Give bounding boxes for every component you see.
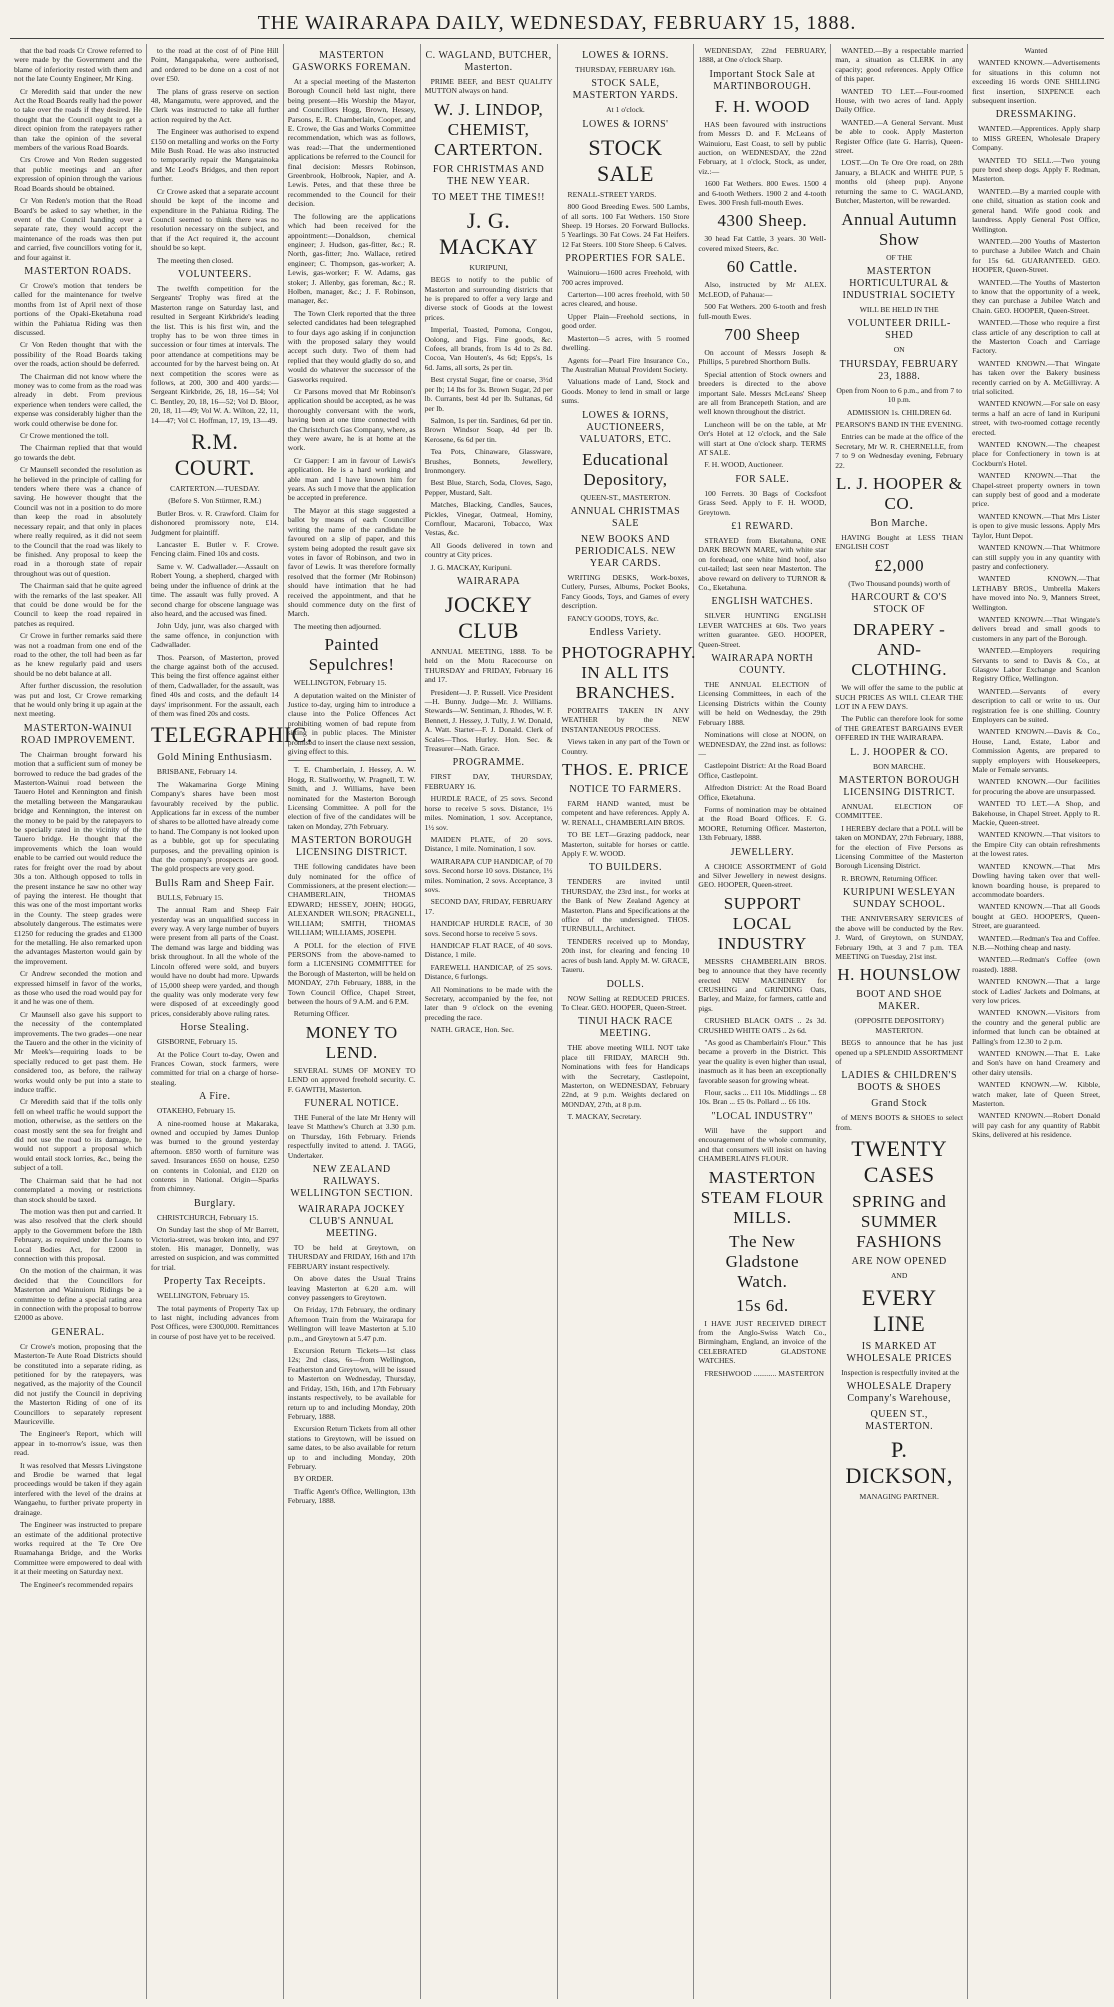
section-heading: FUNERAL NOTICE. — [304, 1097, 400, 1109]
section-heading: PROPERTIES FOR SALE. — [565, 253, 686, 265]
article-paragraph: WELLINGTON, February 15. — [293, 678, 387, 688]
article-paragraph: BULLS, February 15. — [156, 892, 224, 902]
section-heading: NOTICE TO FARMERS. — [569, 784, 682, 795]
article-paragraph: MESSRS CHAMBERLAIN BROS. beg to announce that they have recently erected NEW MACHINERY for CRUSHING and GRINDING Oats, Barley, and Maize, for farmers, cattle and pigs. — [698, 956, 827, 1013]
article-paragraph: WANTED KNOWN.—That E. Lake and Son's have on hand Creamery and other dairy utensils. — [972, 1049, 1100, 1077]
article-paragraph: Best crystal Sugar, fine or coarse, 3½d per lb; 14 lbs for 3s. Brown Sugar, 2d per lb. Currants, best 4d per lb. Sultanas, 6d per lb. — [424, 375, 553, 413]
article-paragraph: NOW Selling at REDUCED PRICES. To Clear. GEO. HOOPER, Queen-Street. — [561, 993, 690, 1012]
article-paragraph: "As good as Chamberlain's Flour." This became a proverb in the District. This year the quality is even higher than usual, inasmuch as it has been an exceptionally favorable season for growing wheat. — [698, 1038, 827, 1085]
section-heading: FOR SALE. — [735, 473, 790, 485]
section-heading: BOOT AND SHOE MAKER. — [856, 989, 943, 1013]
column-1 — [10, 44, 147, 1999]
article-paragraph: Masterton—5 acres, with 5 roomed dwelling. — [561, 333, 690, 353]
article-paragraph: MAIDEN PLATE, of 20 sovs. Distance, 1 mile. Nomination, 1 sov. — [424, 834, 553, 854]
section-heading: HARCOURT & CO'S STOCK OF — [851, 592, 948, 616]
article-paragraph: CRUSHED BLACK OATS .. 2s 3d. CRUSHED WHITE OATS .. 2s 6d. — [698, 1016, 827, 1035]
article-paragraph: Matches, Blacking, Candles, Sauces, Pickles, Vinegar, Oatmeal, Hominy, Cornflour, Macaroni, Tobacco, Wax Vestas, &c. — [424, 500, 553, 538]
article-paragraph: WEDNESDAY, 22nd FEBRUARY, 1888, at One o'clock Sharp. — [698, 46, 827, 65]
article-paragraph: TENDERS are invited until THURSDAY, the 23rd inst., for works at the Bank of New Zealand Agency at Masterton. Plans and Specifications at the office of the undersigned. THOS. TURNBULL, Architect. — [561, 877, 690, 934]
article-paragraph: The total payments of Property Tax up to last night, including advances from Post Offices, were £300,000. Remittances in course of post have yet to be received. — [150, 1303, 279, 1341]
article-paragraph: WRITING DESKS, Work-boxes, Cutlery, Purses, Albums, Pocket Books, Fancy Goods, Toys, and Games of every description. — [561, 572, 690, 611]
article-paragraph: WANTED KNOWN.—That LETHABY BROS., Umbrella Makers have moved into No. 9, Manners Street, Wellington. — [972, 574, 1100, 612]
section-heading: Painted Sepulchres! — [308, 635, 395, 675]
article-paragraph: CARTERTON.—TUESDAY. — [169, 484, 260, 494]
article-paragraph: Cr Meredith said that under the new Act the Road Boards really had the power to take over the roads if they desired. He thought that the Council ought to get a direct opinion from the ratepayers rather than take the opinion of the several members of the various Road Boards. — [14, 86, 142, 153]
section-heading: MASTERTON-WAINUI ROAD IMPROVEMENT. — [20, 722, 136, 746]
article-paragraph: The Engineer's Report, which will appear in to-morrow's issue, was then read. — [14, 1429, 142, 1458]
section-heading: GENERAL. — [51, 1326, 105, 1338]
section-heading: MASTERTON BOROUGH LICENSING DISTRICT. — [838, 775, 960, 799]
article-paragraph: Tea Pots, Chinaware, Glassware, Brushes, Bonnets, Jewellery, Ironmongery. — [424, 447, 553, 475]
article-paragraph: 1600 Fat Wethers. 800 Ewes. 1500 4 and 6-tooth Wethers. 1900 2 and 4-tooth Ewes. 300 Fresh full-mouth Ewes. — [698, 179, 827, 208]
section-heading: J. G. MACKAY — [439, 207, 538, 259]
masthead-rule — [10, 38, 1104, 39]
section-heading: PHOTOGRAPHY. IN ALL ITS BRANCHES. — [561, 642, 696, 702]
article-paragraph: Valuations made of Land, Stock and Goods. Money to lend in small or large sums. — [561, 377, 690, 406]
section-heading: SUPPORT LOCAL INDUSTRY — [717, 893, 807, 953]
article-paragraph: The meeting then closed. — [156, 255, 234, 265]
section-heading: FOR CHRISTMAS AND THE NEW YEAR. — [432, 163, 545, 187]
article-paragraph: WANTED.—Redman's Coffee (own roasted). 1888. — [972, 955, 1100, 974]
section-heading: IS MARKED AT WHOLESALE PRICES — [846, 1340, 952, 1364]
article-paragraph: MANAGING PARTNER. — [859, 1491, 939, 1501]
article-paragraph: WANTED.—By a respectable married man, a situation as CLERK in any capacity; good references. Apply Office of this paper. — [835, 46, 964, 84]
article-paragraph: Cr Andrew seconded the motion and expressed himself in favor of the works, as those who used the road would pay for it and he was one of them. — [14, 969, 142, 1007]
article-paragraph: The Chairman said that he had not contemplated a moving or restrictions than stock should be taxed. — [14, 1175, 142, 1204]
article-paragraph: Excursion Return Tickets from all other stations to Greytown, will be issued on same dates, to be also available for return up to and including Monday, 20th February. — [287, 1424, 416, 1471]
article-paragraph: HAS been favoured with instructions from Messrs D. and F. McLeans of Wainuioru, East Coast, to sell by public auction, on WEDNESDAY, the 22nd February, at 1 o'clock, Stock, as under, viz.:— — [698, 119, 827, 176]
article-paragraph: After further discussion, the resolution was put and lost, Cr Crowe remarking that he would only bring it up again at the next meeting. — [14, 681, 142, 719]
section-heading: H. HOUNSLOW — [837, 965, 961, 985]
article-paragraph: The annual Ram and Sheep Fair yesterday was an unqualified success in every way. A very large number of buyers were present from all parts of the Coast. The demand was large and bidding was brisk throughout. In all the whole of the Lincoln offered were sold, and buyers would have no doubt had more. Upwards of 15,000 sheep were yarded, and though the quality was only moderate very few were disposed of at exceedingly good prices, considerably above ruling rates. — [150, 905, 279, 1018]
section-heading: THURSDAY, FEBRUARY 23, 1888. — [839, 358, 959, 382]
article-paragraph: The Chairman replied that that would go towards the debt. — [14, 443, 142, 462]
article-paragraph: OF THE — [886, 252, 913, 262]
section-heading: THOS. E. PRICE — [561, 760, 689, 779]
article-paragraph: Upper Plain—Freehold sections, in good order. — [561, 311, 690, 331]
article-paragraph: WANTED.—Redman's Tea and Coffee. N.B.—Nothing cheap and nasty. — [972, 933, 1100, 952]
article-paragraph: The Town Clerk reported that the three selected candidates had been telegraphed to four days ago asking if in conjunction with the proposed salary they would accept such duty. Two of them had replied that they would gladly do so, and would do whatever the successor of the Gasworks required. — [287, 308, 416, 384]
section-heading: W. J. LINDOP, CHEMIST, CARTERTON. — [433, 99, 544, 159]
section-heading: Property Tax Receipts. — [163, 1276, 266, 1288]
article-paragraph: Entries can be made at the office of the Secretary, Mr W. R. CHERNELLE, from 7 to 9 on Wednesday evening, February 22. — [835, 432, 964, 470]
article-paragraph: The twelfth competition for the Sergeants' Trophy was fired at the Masterton range on Saturday last, and resulted in Sergeant Kirkbride's leading the list. This is his first win, and the trophy has to be won three times in succession or four times at intervals. The poor attendance at competitions may be accounted for by the harvest being on. At next competition the scores were as follows, at 200, 300 and 400 yards:—Sergeant Kirkbride, 26, 18, 16—54; Vol C. Bentley, 20, 18, 16—52; Vol D. Bloor, 20, 18, 11—49; Vol W. A. Wilton, 22, 11, 14—47; Vol C. Hoffman, 17, 19, 13—49. — [150, 283, 279, 425]
article-paragraph: ON — [893, 345, 905, 355]
column-4 — [421, 44, 558, 1999]
section-heading: STOCK SALE — [588, 134, 663, 186]
section-heading: WAIRARAPA — [457, 576, 521, 587]
article-paragraph: Carterton—100 acres freehold, with 50 acres cleared, and house. — [561, 290, 690, 309]
article-paragraph: THE Funeral of the late Mr Henry will leave St Matthew's Church at 3.30 p.m. on Thursday, 16th February. Friends respectfully invited to attend. J. TAGG, Undertaker. — [287, 1112, 416, 1160]
article-paragraph: Castlepoint District: At the Road Board Office, Castlepoint. — [698, 761, 827, 780]
article-paragraph: On the motion of the chairman, it was decided that the Councillors for Masterton and Wainuioru Ridings be a committee to define a special rating area in connection with the proposal to borrow £2000 as above. — [14, 1266, 142, 1323]
article-paragraph: WANTED KNOWN.—That Mrs Dowling having taken over that well-known boarding house, is prepared to accommodate boarders. — [972, 861, 1100, 899]
article-paragraph: On Sunday last the shop of Mr Barrett, Victoria-street, was broken into, and £97 stolen. His manager, Donnelly, was arrested on suspicion, and was committed for trial. — [150, 1225, 279, 1272]
section-heading: STOCK SALE, MASTERTON YARDS. — [572, 78, 679, 102]
article-paragraph: WANTED.—200 Youths of Masterton to purchase a Jubilee Watch and Chain for 15s 6d. GUARANTEED. GEO. HOOPER, Queen-Street. — [972, 236, 1100, 275]
section-heading: WHOLESALE Drapery Company's Warehouse, — [846, 1380, 952, 1404]
section-heading: £1 REWARD. — [731, 521, 794, 532]
article-paragraph: FIRST DAY, THURSDAY, FEBRUARY 16. — [424, 772, 553, 791]
article-paragraph: WANTED KNOWN.—Davis & Co., House, Land, Estate, Labor and Commission Agents, are prepared to supply employers with Housekeepers, Male or Female servants. — [972, 727, 1100, 775]
article-paragraph: We will offer the same to the public at SUCH PRICES AS WILL CLEAR THE LOT IN A FEW DAYS. — [835, 683, 964, 711]
article-paragraph: Cr Parsons moved that Mr Robinson's application should be accepted, as he was thoroughly conversant with the work, having been at one time connected with the Christchurch Gas Company, where, as they were aware, he is at home at the work. — [287, 387, 416, 453]
article-paragraph: THE above meeting WILL NOT take place till FRIDAY, MARCH 9th. Nominations with fees for Handicaps with the Secretary, Castlepoint, Masterton, on WEDNESDAY, February 22nd, at 9 p.m. Weights declared on MONDAY, 27th, at 8 p.m. — [561, 1043, 690, 1109]
section-heading: LOWES & IORNS, AUCTIONEERS, VALUATORS, ETC. — [579, 409, 672, 445]
section-heading: 4300 Sheep. — [717, 211, 808, 231]
article-paragraph: WANTED KNOWN.—For sale on easy terms a half an acre of land in Kuripuni street, with two-roomed cottage recently erected. — [972, 399, 1100, 437]
section-heading: F. H. WOOD — [714, 96, 810, 116]
article-paragraph: WANTED.—The Youths of Masterton to know that the opportunity of a week, they can purchase a Jubilee Watch and Chain. GEO. HOOPER, Queen-Street. — [972, 277, 1100, 315]
article-paragraph: BY ORDER. — [293, 1474, 334, 1484]
section-heading: P. DICKSON, — [845, 1436, 953, 1488]
article-paragraph: The Engineer's recommended repairs — [20, 1579, 133, 1589]
article-paragraph: WANTED.—By a married couple with one child, situation as station cook and general hand. Wife good cook and laundress. Apply General Post Office, Wellington. — [972, 186, 1100, 234]
separator-rule — [288, 760, 416, 761]
article-paragraph: The Wakamarina Gorge Mining Company's shares have been most favourably received by the public. Applications far in excess of the number of shares to be allotted have already come to hand. The Company is not looked upon as a bubble, got up for speculating purposes, and the prevailing opinion is that the company's prospects are good. The gold prospects are very good. — [150, 779, 279, 874]
section-heading: VOLUNTEERS. — [178, 268, 252, 280]
article-paragraph: F. H. WOOD, Auctioneer. — [704, 460, 784, 470]
article-paragraph: WANTED KNOWN.—W. Kibble, watch maker, late of Queen Street, Masterton. — [972, 1080, 1100, 1109]
article-paragraph: Will have the support and encouragement of the whole community, and that consumers will insist on having CHAMBERLAIN'S FLOUR. — [698, 1125, 827, 1164]
article-paragraph: Cr Crowe asked that a separate account should be kept of the income and expenditure in the Pahiatua Riding. The Council seemed to think there was no resolution necessary on the subject, and that if the Act required it, the account should be so kept. — [150, 186, 279, 253]
section-heading: TO MEET THE TIMES!! — [432, 191, 546, 203]
section-heading: 700 Sheep — [724, 324, 801, 344]
article-paragraph: BEGS to notify to the public of Masterton and surrounding districts that he is prepared to offer a very large and diverse stock of Goods at the lowest prices. — [424, 275, 553, 322]
article-paragraph: WANTED.—Employers requiring Servants to send to Davis & Co., at Glasgow Labor Exchange and Scanlon Registry Office, Wellington. — [972, 646, 1100, 684]
article-paragraph: Butler Bros. v. R. Crawford. Claim for dishonored promissory note, £14. Judgment for plaintiff. — [150, 508, 279, 537]
section-heading: TWENTY CASES — [851, 1136, 948, 1188]
article-paragraph: ANNUAL ELECTION OF COMMITTEE. — [835, 802, 964, 821]
article-paragraph: The motion was then put and carried. It was also resolved that the clerk should apply to the Government before the 18th February, as required under the Loans to Local Bodies Act, for £2000 in connection with this proposal. — [14, 1206, 142, 1263]
article-paragraph: Cr Crowe mentioned the toll. — [20, 431, 109, 441]
article-paragraph: Traffic Agent's Office, Wellington, 13th February, 1888. — [287, 1486, 416, 1506]
section-heading: JEWELLERY. — [730, 846, 795, 858]
article-paragraph: that the bad roads Cr Crowe referred to were made by the Government and the blame of inferiority rested with them and not the late County Engineer, Mr King. — [14, 46, 142, 84]
article-paragraph: PORTRAITS TAKEN IN ANY WEATHER by the NEW INSTANTANEOUS PROCESS. — [561, 705, 690, 734]
article-paragraph: HANDICAP HURDLE RACE, of 30 sovs. Second horse to receive 5 sovs. — [424, 919, 553, 938]
article-paragraph: SECOND DAY, FRIDAY, FEBRUARY 17. — [424, 897, 553, 916]
article-paragraph: KURIPUNI, — [469, 262, 508, 272]
article-paragraph: WANTED TO LET.—A Shop, and Bakehouse, in Chapel Street. Apply to R. Mackie, Queen-street. — [972, 799, 1100, 828]
section-heading: C. WAGLAND, BUTCHER, Masterton. — [425, 50, 552, 73]
article-paragraph: QUEEN-ST., MASTERTON. — [580, 492, 671, 502]
section-heading: ENGLISH WATCHES. — [711, 596, 814, 608]
article-paragraph: STRAYED from Eketahuna, ONE DARK BROWN MARE, with white star on forehead, one white hind hoof, also cut-tailed; last seen near Masterton. The above reward on delivery to TURNOR & Co., Eketahuna. — [698, 536, 827, 593]
section-heading: A Fire. — [199, 1091, 231, 1103]
section-heading: MASTERTON STEAM FLOUR MILLS. — [700, 1167, 824, 1227]
article-paragraph: Open from Noon to 6 p.m., and from 7 to 10 p.m. — [836, 385, 963, 405]
article-paragraph: Cr Maunsell also gave his support to the necessity of the contemplated improvements. The two grades—one near the Tauero and the other in the vicinity of Mr Meek's—requiring loads to be specially reduced to get past them. He considered too, as before, the railway works would only be put into a state to induce traffic. — [14, 1009, 142, 1095]
article-paragraph: Cr Crowe's motion that tenders be called for the maintenance for twelve months from 1st of April next of those portions of the Opaki-Eketahuna road within the Pahiatua Riding was then discussed. — [14, 280, 142, 337]
article-paragraph: CHRISTCHURCH, February 15. — [156, 1212, 259, 1222]
article-paragraph: I HEREBY declare that a POLL will be taken on MONDAY, 27th February, 1888, for the election of Five Persons as Licensing Committee of the Masterton Borough Licensing District. — [835, 823, 964, 871]
article-paragraph: ADMISSION 1s. CHILDREN 6d. — [846, 407, 952, 417]
article-paragraph: Luncheon will be on the table, at Mr Orr's Hotel at 12 o'clock, and the Sale will start at One o'clock sharp. TERMS AT SALE. — [698, 419, 827, 457]
article-paragraph: WANTED.—A General Servant. Must be able to cook. Apply Masterton Register Office (late G. Harris), Queen-street. — [835, 117, 964, 156]
article-paragraph: Flour, sacks ... £11 10s. Middlings ... £8 10s. Bran ... £5 0s. Pollard ... £6 10s. — [698, 1088, 827, 1107]
article-paragraph: 800 Good Breeding Ewes. 500 Lambs, of all sorts. 100 Fat Wethers. 150 Store Sheep. 19 Horses. 20 Forward Bullocks. 5 Yearlings. 30 Fat Cows. 24 Fat Heifers. 12 Fat Steers. 100 Store Sheep. 6 Calves. — [561, 202, 690, 249]
article-paragraph: Cr Maunsell seconded the resolution as he believed in the principle of calling for tenders where there was a chance of saving. He however thought that the Council was not in a position to do more than keep the road in absolutely necessary repair, and that only in places where really required, as it did not seem to the Council that the road was likely to be finished. Any proposal to keep the road in a thorough state of repair throughout was out of question. — [14, 465, 142, 578]
article-paragraph: Wanted — [1024, 46, 1048, 55]
article-paragraph: Same v. W. Cadwallader.—Assault on Robert Young, a shepherd, charged with being under the influence of drink at the time. The assault was fully proved. A second charge for obscene language was also heard, and the accused was fined. — [150, 561, 279, 618]
article-paragraph: WANTED.—Those who require a first class article of any description to call at the Masterton Coach and Carriage Factory. — [972, 318, 1100, 356]
article-paragraph: The plans of grass reserve on section 48, Mangamutu, were approved, and the Clerk was instructed to take all further action required by the Act. — [150, 86, 279, 124]
article-paragraph: 100 Ferrets. 30 Bags of Cocksfoot Grass Seed. Apply to F. H. WOOD, Greytown. — [698, 488, 827, 517]
article-paragraph: T. E. Chamberlain, J. Hessey, A. W. Hogg, R. Stallworthy, W. Pragnell, T. W. Smith, and J. Williams, have been nominated for the Masterton Borough Licensing Committee. A poll for the election of five of the candidates will be taken on Monday, 27th February. — [287, 765, 416, 831]
section-heading: EVERY LINE — [861, 1284, 937, 1336]
article-paragraph: LOST.—On Te Ore Ore road, on 28th January, a BLACK and WHITE PUP, 5 months old (sheep pup). Anyone returning the same to C. WAGLAND, Butcher, Masterton, will be rewarded. — [835, 158, 964, 206]
article-paragraph: WANTED.—Apprentices. Apply sharp to MISS GREEN, Wholesale Drapery Company. — [972, 124, 1100, 153]
article-paragraph: Lancaster E. Butler v. F. Crowe. Fencing claim. Fined 10s and costs. — [150, 540, 279, 559]
section-heading: The New Gladstone Watch. — [725, 1231, 800, 1291]
article-paragraph: Forms of nomination may be obtained at the Road Board Offices. F. G. MOORE, Returning Officer. Masterton, 13th February, 1888. — [698, 804, 827, 843]
section-heading: Important Stock Sale at MARTINBOROUGH. — [709, 68, 816, 92]
section-heading: Gold Mining Enthusiasm. — [157, 752, 273, 764]
article-paragraph: BON MARCHE. — [873, 761, 926, 771]
column-3 — [284, 44, 421, 1999]
article-paragraph: ANNUAL MEETING, 1888. To be held on the Motu Racecourse on THURSDAY and FRIDAY, February 16 and 17. — [424, 647, 553, 685]
article-paragraph: SILVER HUNTING ENGLISH LEVER WATCHES at 60s. Two years written guarantee. GEO. HOOPER, Queen-Street. — [698, 611, 827, 649]
article-paragraph: Nominations will close at NOON, on WEDNESDAY, the 22nd inst. as follows:— — [698, 730, 827, 758]
article-paragraph: PEARSON'S BAND IN THE EVENING. — [835, 419, 963, 429]
section-heading: TINUI HACK RACE MEETING. — [578, 1016, 673, 1040]
article-paragraph: (Before S. Von Stürmer, R.M.) — [168, 496, 262, 506]
article-paragraph: Also, instructed by Mr ALEX. McLEOD, of Pahaua:— — [698, 280, 827, 299]
article-paragraph: On account of Messrs Joseph & Phillips, 5 purebred Shorthorn Bulls. — [698, 347, 827, 367]
article-paragraph: BEGS to announce that he has just opened up a SPLENDID ASSORTMENT of — [835, 1038, 964, 1066]
article-paragraph: WANTED KNOWN.—That a large stock of Ladies' Jackets and Dolmans, at very low prices. — [972, 977, 1100, 1005]
section-heading: MONEY TO LEND. — [305, 1022, 398, 1062]
article-paragraph: Wainuioru—1600 acres Freehold, with 700 acres improved. — [561, 268, 690, 287]
article-paragraph: A CHOICE ASSORTMENT of Gold and Silver Jewellery in newest designs. GEO. HOOPER, Queen-street. — [698, 861, 827, 890]
article-paragraph: Cr Gapper: I am in favour of Lewis's application. He is a hard working and able man and I have known him for years. As such I move that the application be accepted in preference. — [287, 455, 416, 503]
article-paragraph: The following are the applications which had been received for the appointment:—Donaldson, chemical engineer; J. Hudson, gas-fitter, &c.; R. North, gas-fitter; Jno. Wallace, retired engineer; C. Thompson, gas-worker; A. Lewis, gas-worker; F. W. Adams, gas stoker; J. Allenby, gas foreman, &c.; R. Holben, manager, &c.; J. F. Robinson, manager, &c. — [287, 211, 416, 306]
section-heading: Endless Variety. — [589, 626, 662, 638]
article-paragraph: On above dates the Usual Trains leaving Masterton at 6.20 a.m. will convey passengers to Greytown. — [287, 1274, 416, 1303]
section-heading: TELEGRAPHIC. — [150, 722, 313, 748]
article-paragraph: TO BE LET—Grazing paddock, near Masterton, suitable for horses or cattle. Apply F. W. WOOD. — [561, 830, 690, 859]
article-paragraph: At 1 o'clock. — [606, 105, 645, 115]
section-heading: 60 Cattle. — [726, 257, 798, 277]
article-paragraph: WELLINGTON, February 15. — [156, 1291, 250, 1301]
article-paragraph: The Chairman brought forward his motion that a sufficient sum of money be borrowed to reduce the bad grades of the Masterton-Wainui road between the Tauero Hotel and Kennington and finish the metalling between the Mangaraukau bridge and Kennington, the interest on the money to be paid by the ratepayers to be specially rated in the vicinity of the Tauero bridge. He thought that the improvements which the loan would enable to be carried out would reduce the rates for freight over the road by about 30s a ton. Although opposed to tolls in the present instance he saw no other way of paying the interest. He thought that this was one of the most important works in the County. The steep grades were absolutely dangerous. The estimates were £1250 for reducing the grades and £1300 for the metalling. He also remarked upon the advantages Masterton would gain by the improvement. — [14, 749, 142, 966]
section-heading: Bon Marche. — [870, 517, 929, 529]
article-paragraph: A nine-roomed house at Makaraka, owned and occupied by James Dunlop was burned to the ground yesterday afternoon. £850 worth of furniture was saved. Insurances £650 on house, £250 on contents in Colonial, and £120 on contents in National. Origin—Sparks from chimney. — [150, 1118, 279, 1194]
article-paragraph: Cr Crowe's motion, proposing that the Masterton-Te Aute Road Districts should be constituted into a separate riding, as petitioned for by the ratepayers, was negatived, as the majority of the Council did not justify the Council in depriving the Masterton Riding of one of its Councillors to separately represent Mauriceville. — [14, 1341, 142, 1427]
article-paragraph: John Udy, junr, was also charged with the same offence, in conjunction with Cadwallader. — [150, 621, 279, 650]
article-paragraph: FRESHWOOD ............ MASTERTON — [704, 1368, 825, 1378]
article-paragraph: R. BROWN, Returning Officer. — [841, 873, 938, 883]
article-paragraph: Excursion Return Tickets—1st class 12s; 2nd class, 6s—from Wellington, Featherston and Greytown, will be issued to Masterton on Wednesday, Thursday, and Friday, 15th, 16th, and 17th February instants respectively, to be available for return up to and including Monday, 20th February, 1888. — [287, 1346, 416, 1421]
article-paragraph: WANTED KNOWN.—That Wingate's delivers bread and small goods to customers in any part of the Borough. — [972, 614, 1100, 643]
section-heading: VOLUNTEER DRILL-SHED — [847, 318, 951, 342]
section-heading: WAIRARAPA NORTH COUNTY. — [711, 653, 814, 677]
article-paragraph: 30 head Fat Cattle, 3 years. 30 Well-covered mixed Steers, &c. — [698, 234, 827, 253]
article-paragraph: WANTED.—Servants of every description to call or write to us. Our registration fee is one shilling. Country Employers can be suited. — [972, 686, 1100, 724]
article-paragraph: I HAVE JUST RECEIVED DIRECT from the Anglo-Swiss Watch Co., Birmingham, England, an invoice of the CELEBRATED GLADSTONE WATCHES. — [698, 1318, 827, 1366]
article-paragraph: HANDICAP FLAT RACE, of 40 sovs. Distance, 1 mile. — [424, 940, 553, 960]
section-heading: DOLLS. — [606, 978, 645, 990]
column-7 — [831, 44, 968, 1999]
article-paragraph: TO be held at Greytown, on THURSDAY and FRIDAY, 16th and 17th FEBRUARY instant respectively. — [287, 1243, 416, 1271]
article-paragraph: Returning Officer. — [293, 1009, 350, 1019]
article-paragraph: Agents for—Pearl Fire Insurance Co., The Australian Mutual Provident Society. — [561, 355, 690, 374]
article-paragraph: Thos. Pearson, of Masterton, proved the charge against both of the accused. This being the first offence against either of them, Cadwallader, for the assault, was fined 40s and costs, and the default 14 days' imprisonment. For the assault, each of them was fined 20s and costs. — [150, 652, 279, 718]
article-paragraph: All Goods delivered in town and country at City prices. — [424, 540, 553, 560]
section-heading: Educational Depository, — [582, 449, 669, 489]
article-paragraph: HAVING Bought at LESS THAN ENGLISH COST — [835, 532, 964, 552]
article-paragraph: T. MACKAY, Secretary. — [567, 1112, 642, 1122]
article-paragraph: The Engineer was authorised to expend £150 on metalling and works on the Forty Mile Bush Road. He was also instructed to temporarily repair the Mangatainoka and Mc Leod's Bridges, and then report further. — [150, 127, 279, 184]
article-paragraph: Cr Von Reden thought that with the possibility of the Road Boards taking over the roads, action should be deferred. — [14, 340, 142, 369]
section-heading: L. J. HOOPER & CO. — [835, 473, 963, 513]
section-heading: 15s 6d. — [736, 1295, 789, 1315]
article-paragraph: The Engineer was instructed to prepare an estimate of the additional protective works required at the Te Ore Ore Ruamahanga Bridge, and the Works Committee were empowered to deal with it at their meeting on Saturday next. — [14, 1520, 142, 1577]
article-paragraph: BRISBANE, February 14. — [156, 767, 238, 777]
article-paragraph: FAREWELL HANDICAP, of 25 sovs. Distance, 6 furlongs. — [424, 962, 553, 982]
column-8 — [968, 44, 1104, 1999]
section-heading: Bulls Ram and Sheep Fair. — [155, 877, 275, 889]
article-paragraph: WANTED KNOWN.—That Whitmore can still supply you in any quantity with pastry and confectionery. — [972, 543, 1100, 571]
article-paragraph: of MEN'S BOOTS & SHOES to select from. — [835, 1113, 964, 1132]
article-paragraph: WANTED KNOWN.—Robert Donald will pay cash for any quantity of Rabbit Skins, delivered at his residence. — [972, 1111, 1100, 1140]
section-heading: Horse Stealing. — [180, 1022, 250, 1034]
article-paragraph: The Mayor at this stage suggested a ballot by means of each Councillor writing the name of the candidate he favoured on a slip of paper, and this system being adopted the result gave six votes in favor of Robinson, and two in favor of Lewis. It was therefore formally resolved that the former (Mr Robinson) should have intimation that he had received the appointment, and that he should commence duty on the first of March. — [287, 505, 416, 619]
section-heading: ANNUAL CHRISTMAS SALE — [570, 505, 681, 529]
article-paragraph: President—J. P. Russell. Vice President—H. Bunny. Judge—Mr. J. Williams. Stewards—W. Sentiman, J. Rhodes, W. F. Bennett, J. Hessey, J. Tully, J. W. Donald, A. Watt. Starter—F. J. Donald. Clerk of Scales—Thos. Hurley. Hon. Sec. & Treasurer—Nath. Grace. — [424, 687, 553, 754]
article-paragraph: WANTED TO LET.—Four-roomed House, with two acres of land. Apply Daily Office. — [835, 86, 964, 115]
article-paragraph: The Public can therefore look for some of THE GREATEST BARGAINS EVER OFFERED IN THE WAIRARAPA. — [835, 714, 964, 743]
section-heading: KURIPUNI WESLEYAN SUNDAY SCHOOL. — [842, 887, 956, 911]
article-paragraph: AND — [890, 1271, 908, 1281]
article-paragraph: FANCY GOODS, TOYS, &c. — [567, 613, 659, 623]
article-paragraph: WANTED KNOWN.—That Wingate has taken over the Bakery business recently carried on by A. McGillivray. A trial solicited. — [972, 358, 1100, 396]
column-5 — [558, 44, 695, 1999]
article-paragraph: WAIRARAPA CUP HANDICAP, of 70 sovs. Second horse 10 sovs. Distance, 1½ miles. Nomination, 2 sovs. Acceptance, 3 sovs. — [424, 856, 553, 894]
article-paragraph: At a special meeting of the Masterton Borough Council held last night, there being present—His Worship the Mayor, and Councillors Hogg, Brown, Hessey, Parsons, E. R. Chamberlain, Cooper, and E. Crowe, the Gas and Works Committee recommendation, which was as follows, was read:—That the undermentioned applications be referred to the Council for final decision: Messrs Robinson, Greenbrook, Holbrook, Napier, and A. Lewis. Petes, and that these three be recommended to the Council for their decision. — [287, 77, 416, 209]
article-paragraph: Special attention of Stock owners and breeders is directed to the above important Sale. Messrs McLeans' Sheep are all from Brancepeth Station, and are well known throughout the district. — [698, 369, 827, 417]
article-paragraph: WANTED KNOWN.—That visitors to the Empire City can obtain refreshments at the lowest rates. — [972, 830, 1100, 859]
section-heading: LOWES & IORNS' — [582, 118, 669, 130]
article-paragraph: Alfredton District: At the Road Board Office, Eketahuna. — [698, 783, 827, 802]
article-paragraph: THURSDAY, FEBRUARY 16th. — [575, 65, 676, 74]
section-heading: LOWES & IORNS. — [582, 50, 669, 61]
article-paragraph: Inspection is respectfully invited at the — [841, 1367, 960, 1377]
article-paragraph: At the Police Court to-day, Owen and Frances Cowan, stock farmers, were committed for trial on a charge of horse-stealing. — [150, 1049, 279, 1087]
article-paragraph: Imperial, Toasted, Pomona, Congou, Oolong, and Figs. Fine goods, &c. Cofees, all brands, from 1s 4d to 2s 8d. Cocoa, Van Houten's, 4s 6d; Epps's, 1s 6d. Jams, all sorts, 2s per tin. — [424, 325, 553, 372]
article-paragraph: OTAKEHO, February 15. — [156, 1106, 236, 1116]
article-paragraph: A POLL for the election of FIVE PERSONS from the above-named to form a LICENSING COMMITTEE for the Borough of Masterton, will be held on MONDAY, 27th February, 1888, in the Town Council Office, Chapel Street, between the hours of 9 A.M. and 6 P.M. — [287, 940, 416, 1006]
article-paragraph: Salmon, 1s per tin. Sardines, 6d per tin. Brown Windsor Soap, 4d per lb. Kerosene, 6s 6d per tin. — [424, 415, 553, 444]
column-6 — [694, 44, 831, 1999]
article-paragraph: J. G. MACKAY, Kuripuni. — [430, 562, 512, 572]
section-heading: PROGRAMME. — [452, 757, 525, 769]
article-paragraph: FARM HAND wanted, must be competent and have references. Apply A. W. RENALL, CHAMBERLAIN BROS. — [561, 799, 690, 827]
article-paragraph: THE ANNIVERSARY SERVICES of the above will be conducted by the Rev. J. Ward, of Greytown, on SUNDAY, February 19th, at 3 and 7 p.m. TEA MEETING on Tuesday, 21st inst. — [835, 914, 964, 961]
article-paragraph: WANTED KNOWN.—The cheapest place for Confectionery in town is at Cockburn's Hotel. — [972, 440, 1100, 468]
article-paragraph: WANTED KNOWN.—That the Chapel-street property owners in town can supply best of good and a moderate price. — [972, 471, 1100, 509]
section-heading: SPRING and SUMMER FASHIONS — [852, 1192, 947, 1252]
article-paragraph: NATH. GRACE, Hon. Sec. — [430, 1025, 514, 1035]
article-paragraph: On Friday, 17th February, the ordinary Afternoon Train from the Wairarapa for Wellington will leave Masterton at 5.10 p.m., and Greytown at 5.47 p.m. — [287, 1305, 416, 1343]
article-paragraph: to the road at the cost of of Pine Hill Point, Mangapakeha, were authorised, and ordered to be done on a cost of not over £50. — [150, 46, 279, 84]
article-paragraph: Cr Von Reden's motion that the Road Board's be asked to say whether, in the event of the Council handing over a separate rate, they would accept the maintenance of the roads was then put and carried, five councillors voting for it, and four against it. — [14, 196, 142, 262]
article-paragraph: WANTED KNOWN.—Visitors from the country and the general public are informed that lunch can be obtained at Palling's from 12.30 to 2 p.m. — [972, 1008, 1100, 1046]
section-heading: Annual Autumn Show — [841, 209, 957, 249]
section-heading: JOCKEY CLUB — [444, 592, 533, 643]
article-paragraph: PRIME BEEF, and BEST QUALITY MUTTON always on hand. — [424, 77, 553, 96]
section-heading: MASTERTON GASWORKS FOREMAN. — [292, 50, 411, 73]
article-paragraph: HURDLE RACE, of 25 sovs. Second horse to receive 5 sovs. Distance, 1½ miles. Nomination, 1 sov. Acceptance, 1½ sov. — [424, 794, 553, 832]
section-heading: L. J. HOOPER & CO. — [850, 746, 949, 758]
article-paragraph: WANTED KNOWN.—That all Goods bought at GEO. HOOPER'S, Queen-Street, are guaranteed. — [972, 902, 1100, 931]
article-paragraph: The Chairman said that he quite agreed with the remarks of the last speaker. All that could be done would be for the Council to keep the road repaired in patches as required. — [14, 581, 142, 628]
article-paragraph: THE ANNUAL ELECTION of Licensing Committees, in each of the Licensing Districts within the County will be held on Wednesday, the 29th February 1888. — [698, 680, 827, 727]
article-paragraph: 500 Fat Wethers. 200 6-tooth and fresh full-mouth Ewes. — [698, 302, 827, 321]
article-paragraph: GISBORNE, February 15. — [156, 1037, 238, 1047]
masthead: THE WAIRARAPA DAILY, WEDNESDAY, FEBRUARY 15, 1888. — [257, 12, 857, 34]
section-heading: MASTERTON HORTICULTURAL & INDUSTRIAL SOCIETY — [842, 265, 956, 301]
article-paragraph: WANTED TO SELL.—Two young pure bred sheep dogs. Apply F. Redman, Masterton. — [972, 155, 1100, 184]
article-paragraph: Views taken in any part of the Town or Country. — [561, 737, 690, 756]
article-paragraph: Cr Crowe in further remarks said there was not a roadman from one end of the road to the other, the toll had been as far as he knew regularly paid and users should be no debt balance at all. — [14, 631, 142, 678]
article-paragraph: WANTED KNOWN.—Our facilities for procuring the above are unsurpassed. — [972, 777, 1100, 796]
article-paragraph: TENDERS received up to Monday, 20th inst, for clearing and fencing 10 acres of bush land. Apply M. W. GRACE, Taueru. — [561, 936, 690, 975]
article-paragraph: The meeting then adjourned. — [293, 621, 382, 631]
columns — [10, 44, 1104, 1999]
section-heading: LADIES & CHILDREN'S BOOTS & SHOES — [841, 1070, 958, 1094]
section-heading: NEW ZEALAND RAILWAYS. WELLINGTON SECTION. — [290, 1164, 413, 1199]
article-paragraph: (Two Thousand pounds) worth of — [848, 578, 951, 588]
section-heading: Grand Stock — [871, 1098, 928, 1110]
section-heading: TO BUILDERS. — [588, 862, 662, 874]
article-paragraph: Cr Meredith said that if the tolls only fell on wheel traffic he would support the motion, otherwise, as the settlers on the coast mostly sent the sea for freight and did not use the road to its damage, he would not support a proposal which would entail stock lorries, &c., being the subject of a toll. — [14, 1097, 142, 1173]
section-heading: DRESSMAKING. — [995, 109, 1077, 121]
section-heading: R.M. COURT. — [174, 429, 255, 481]
section-heading: WAIRARAPA JOCKEY CLUB'S ANNUAL MEETING. — [298, 1204, 406, 1239]
section-heading: QUEEN ST., MASTERTON. — [865, 1408, 934, 1432]
section-heading: Burglary. — [193, 1197, 236, 1209]
article-paragraph: WANTED KNOWN.—That Mrs Lister is open to give music lessons. Apply Mrs Taylor, Hunt Depot. — [972, 511, 1100, 540]
article-paragraph: A deputation waited on the Minister of Justice to-day, urging him to introduce a clause into the Police Offences Act prohibiting women of bad repute from sitting in public places. The Minister promised to insert the clause next session, giving effect to this. — [287, 690, 416, 756]
article-paragraph: The Chairman did not know where the money was to come from as the road was already in debt. From previous experience when tenders were called, the expense was considerably higher than the work could otherwise be done for. — [14, 371, 142, 428]
article-paragraph: WANTED KNOWN.—Advertisements for situations in this column not exceeding 16 words ONE SHILLING first insertion, SIXPENCE each subsequent insertion. — [972, 58, 1100, 106]
article-paragraph: THE following candidates have been duly nominated for the office of Commissioners, at the present election:—CHAMBERLAIN, THOMAS EDWARD; HESSEY, JOHN; HOGG, ALEXANDER WILSON; PRAGNELL, WILLIAM; SMITH, THOMAS WILLIAM; WILLIAMS, JOSEPH. — [287, 862, 416, 938]
article-paragraph: WILL BE HELD IN THE — [859, 304, 939, 314]
article-paragraph: (OPPOSITE DEPOSITORY) MASTERTON. — [854, 1016, 944, 1035]
article-paragraph: Crs Crowe and Von Reden suggested that public meetings and an after expression of opinion through the various Road Boards should be obtained. — [14, 155, 142, 193]
section-heading: NEW BOOKS AND PERIODICALS. NEW YEAR CARDS. — [575, 533, 676, 569]
section-heading: £2,000 — [874, 555, 925, 575]
article-paragraph: It was resolved that Messrs Livingstone and Brodie be warned that legal proceedings would be taken if they again interfered with the level of the drains at Wangaehu, to further private property in drainage. — [14, 1460, 142, 1517]
section-heading: MASTERTON BOROUGH LICENSING DISTRICT. — [291, 835, 413, 859]
section-heading: MASTERTON ROADS. — [24, 265, 132, 277]
section-heading: ARE NOW OPENED — [851, 1256, 947, 1268]
article-paragraph: Best Blue, Starch, Soda, Cloves, Sago, Pepper, Mustard, Salt. — [424, 478, 553, 497]
section-heading: DRAPERY -AND- CLOTHING. — [851, 620, 947, 680]
section-heading: "LOCAL INDUSTRY" — [711, 1110, 814, 1122]
article-paragraph: RENALL-STREET YARDS. — [567, 189, 657, 199]
article-paragraph: All Nominations to be made with the Secretary, accompanied by the fee, not later than 9 o'clock on the evening preceding the race. — [424, 984, 553, 1022]
column-2 — [147, 44, 313, 1999]
article-paragraph: SEVERAL SUMS OF MONEY TO LEND on approved freehold security. C. F. GAWITH, Masterton. — [287, 1065, 416, 1094]
